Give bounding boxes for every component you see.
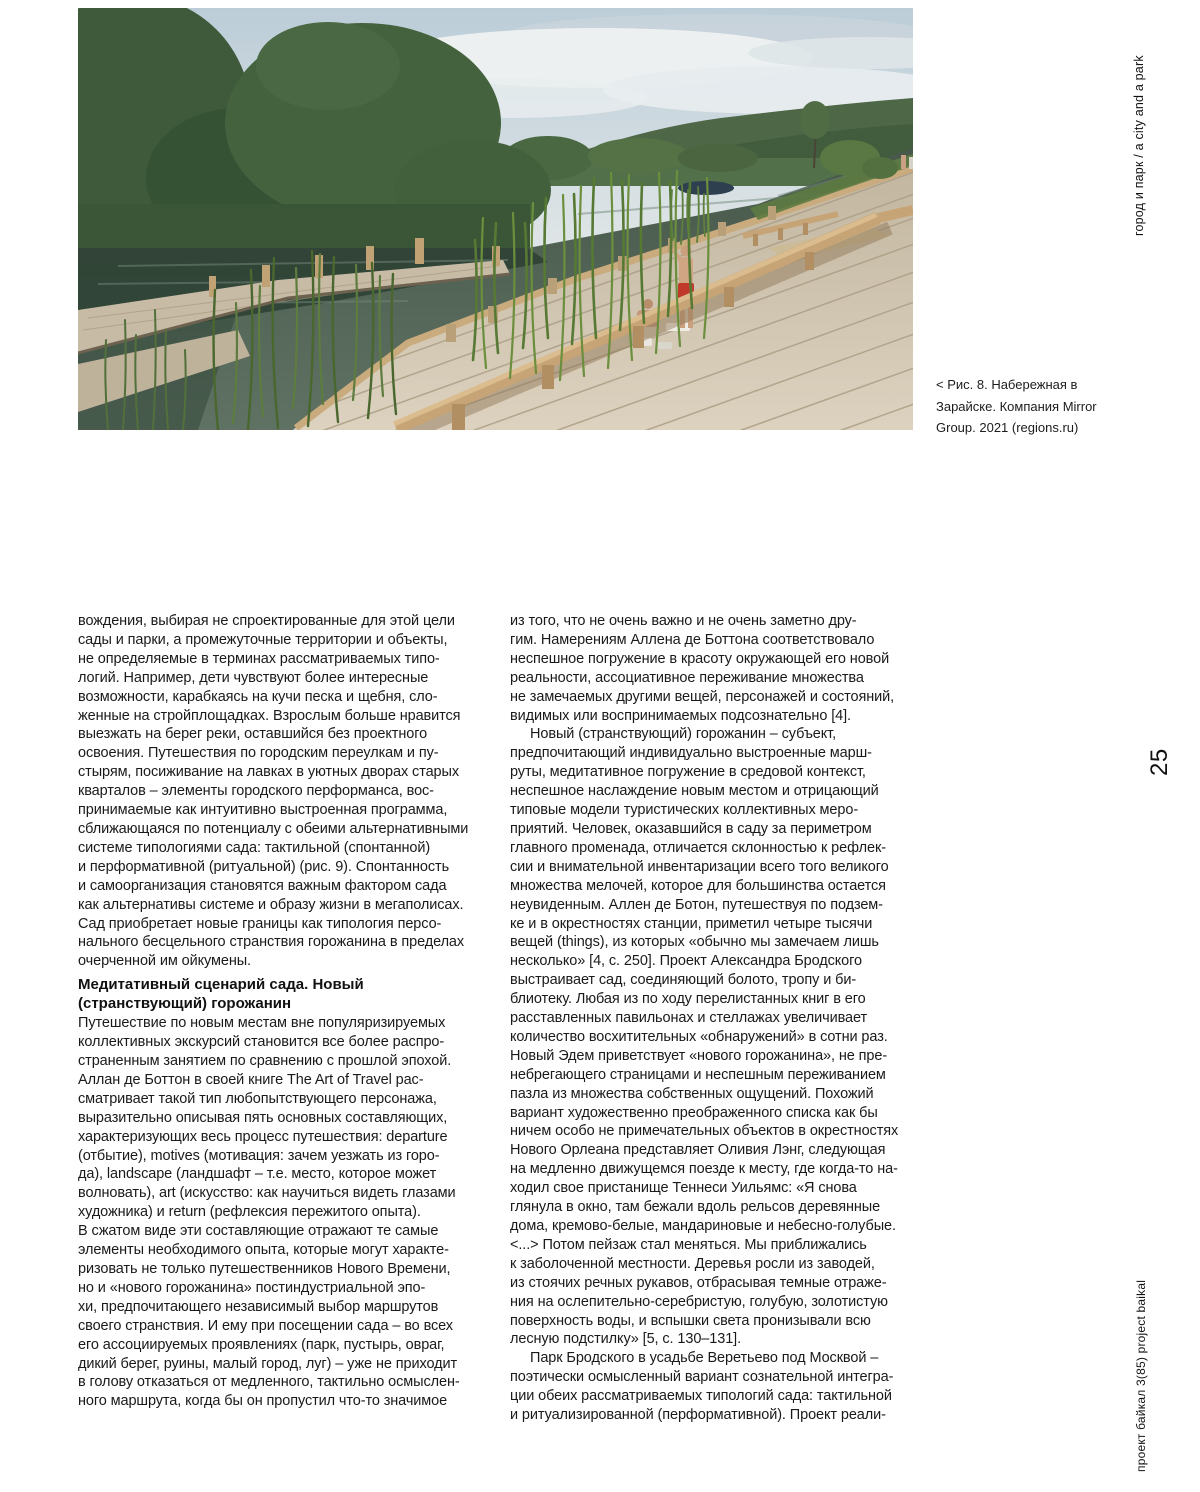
journal-vertical-label: проект байкал 3(85) project baikal: [1134, 1279, 1148, 1472]
boat: [678, 181, 734, 195]
body-paragraph: из того, что не очень важно и не очень заметно дру- гим. Намерениям Аллена де Боттона соответствовало неспешное погружение в красоту окружающей его новой реальности, ассоциативное переживание множества не замечаемых другими вещей, персонажей и состояний, видимых или воспринимаемых подсознательно [4].: [510, 613, 895, 724]
figure-caption: < Рис. 8. Набережная в Зарайске. Компания Mirror Group. 2021 (regions.ru): [936, 377, 1097, 435]
figure-photo: [78, 8, 913, 430]
left-column: [78, 612, 512, 1411]
page-number: 25: [1146, 748, 1173, 776]
body-paragraph: вождения, выбирая не спроектированные для этой цели сады и парки, а промежуточные территории и объекты, не определяемые в терминах рассматриваемых типо- логий. Например, дети чувствуют более интересные возможности, карабкаясь на кучи песка и щебня, сло- женные на стройплощадках. Взрослым больше нравится выезжать на берег реки, оставшийся без проектного освоения. Путешествия по городским переулкам и пу- стырям, посиживание на лавках в уютных дворах старых кварталов – элементы городского перформанса, вос- принимаемые как интуитивно выстроенная программа, сближающаяся по потенциалу с обеими альтернативными системе типологиями сада: тактильной (спонтанной) и перформативной (ритуальной) (рис. 9). Спонтанность и самоорганизация становятся важным фактором сада как альтернативы системе и образу жизни в мегаполисах. Сад приобретает новые границы как типология персо- нального бесцельного странствия горожанина в пределах очерченной им ойкумены.: [78, 613, 469, 970]
section-vertical-label: город и парк / a city and a park: [1132, 55, 1146, 236]
body-paragraph: Новый (странствующий) горожанин – субъект, предпочитающий индивидуально выстроенные марш- руты, медитативное погружение в средовой контекст, неспешное наслаждение новым местом и отрицающий типовые модели туристических коллективных меро- приятий. Человек, оказавшийся в саду за периметром главного променада, отличается склонностью к рефлек- сии и внимательной инвентаризации всего того великого множества мелочей, которое для большинства остается неувиденным. Аллен де Ботон, путешествуя по подзем- ке и в окрестностях станции, приметил четыре тысячи вещей (things), из которых «обычно мы замечаем лишь несколько» [4, с. 250]. Проект Александра Бродского выстраивает сад, соединяющий болото, тропу и би- блиотеку. Любая из по ходу перелистанных книг в его расставленных павильонах и стеллажах увеличивает количество восхитительных «обнаружений» в сотни раз. Новый Эдем приветствует «нового горожанина», не пре- небрегающего страницами и неспешным переживанием пазла из множества собственных ощущений. Похожий вариант художественно преображенного списка как бы ничем особо не примечательных объектов в окрестностях Нового Орлеана представляет Оливия Лэнг, следующая на медленно движущемся поезде к месту, где когда-то на- ходил свое пристанище Теннеси Уильямс: «Я снова глянула в окно, там бежали вдоль рельсов деревянные дома, кремово-белые, мандариновые и небесно-голубые. <...> Потом пейзаж стал меняться. Мы приближались к заболоченной местности. Деревья росли из заводей, из стоячих речных рукавов, отбрасывая темные отраже- ния на ослепительно-серебристую, голубую, золотистую поверхность воды, и вспышки света пронизывали всю лесную подстилку» [5, с. 130–131].: [510, 726, 899, 1348]
body-paragraph: Путешествие по новым местам вне популяризируемых коллективных экскурсий становится все более распро- страненным занятием по сравнению с прошлой эпохой. Аллан де Боттон в своей книге The Art of Travel рас- сматривает такой тип любопытствующего персонажа, выразительно описывая пять основных составляющих, характеризующих весь процесс путешествия: departure (отбытие), motives (мотивация: зачем уезжать из горо- да), landscape (ландшафт – т.е. место, которое может волновать), art (искусство: как научиться видеть глазами художника) и return (рефлексия пережитого опыта). В сжатом виде эти составляющие отражают те самые элементы необходимого опыта, которые могут характе- ризовать не только путешественников Нового Времени, но и «нового горожанина» постиндустриальной эпо- хи, предпочитающего независимый выбор маршрутов своего странствия. И ему при посещении сада – во всех его ассоциируемых проявлениях (парк, пустырь, овраг, дикий берег, руины, малый город, луг) – уже не приходит в голову отказаться от медленного, тактильно осмыслен- ного маршрута, когда бы он пропустил что-то значимое: [78, 1015, 460, 1410]
embankment-photo-illustration: [78, 8, 913, 430]
right-column: [510, 612, 944, 1425]
body-paragraph: Парк Бродского в усадьбе Веретьево под Москвой – поэтически осмысленный вариант сознательной интегра- ции обеих рассматриваемых типологий сада: тактильной и ритуализированной (перформативной). Проект реали-: [510, 1350, 894, 1424]
section-heading: Медитативный сценарий сада. Новый (странствующий) горожанин: [78, 976, 364, 1013]
